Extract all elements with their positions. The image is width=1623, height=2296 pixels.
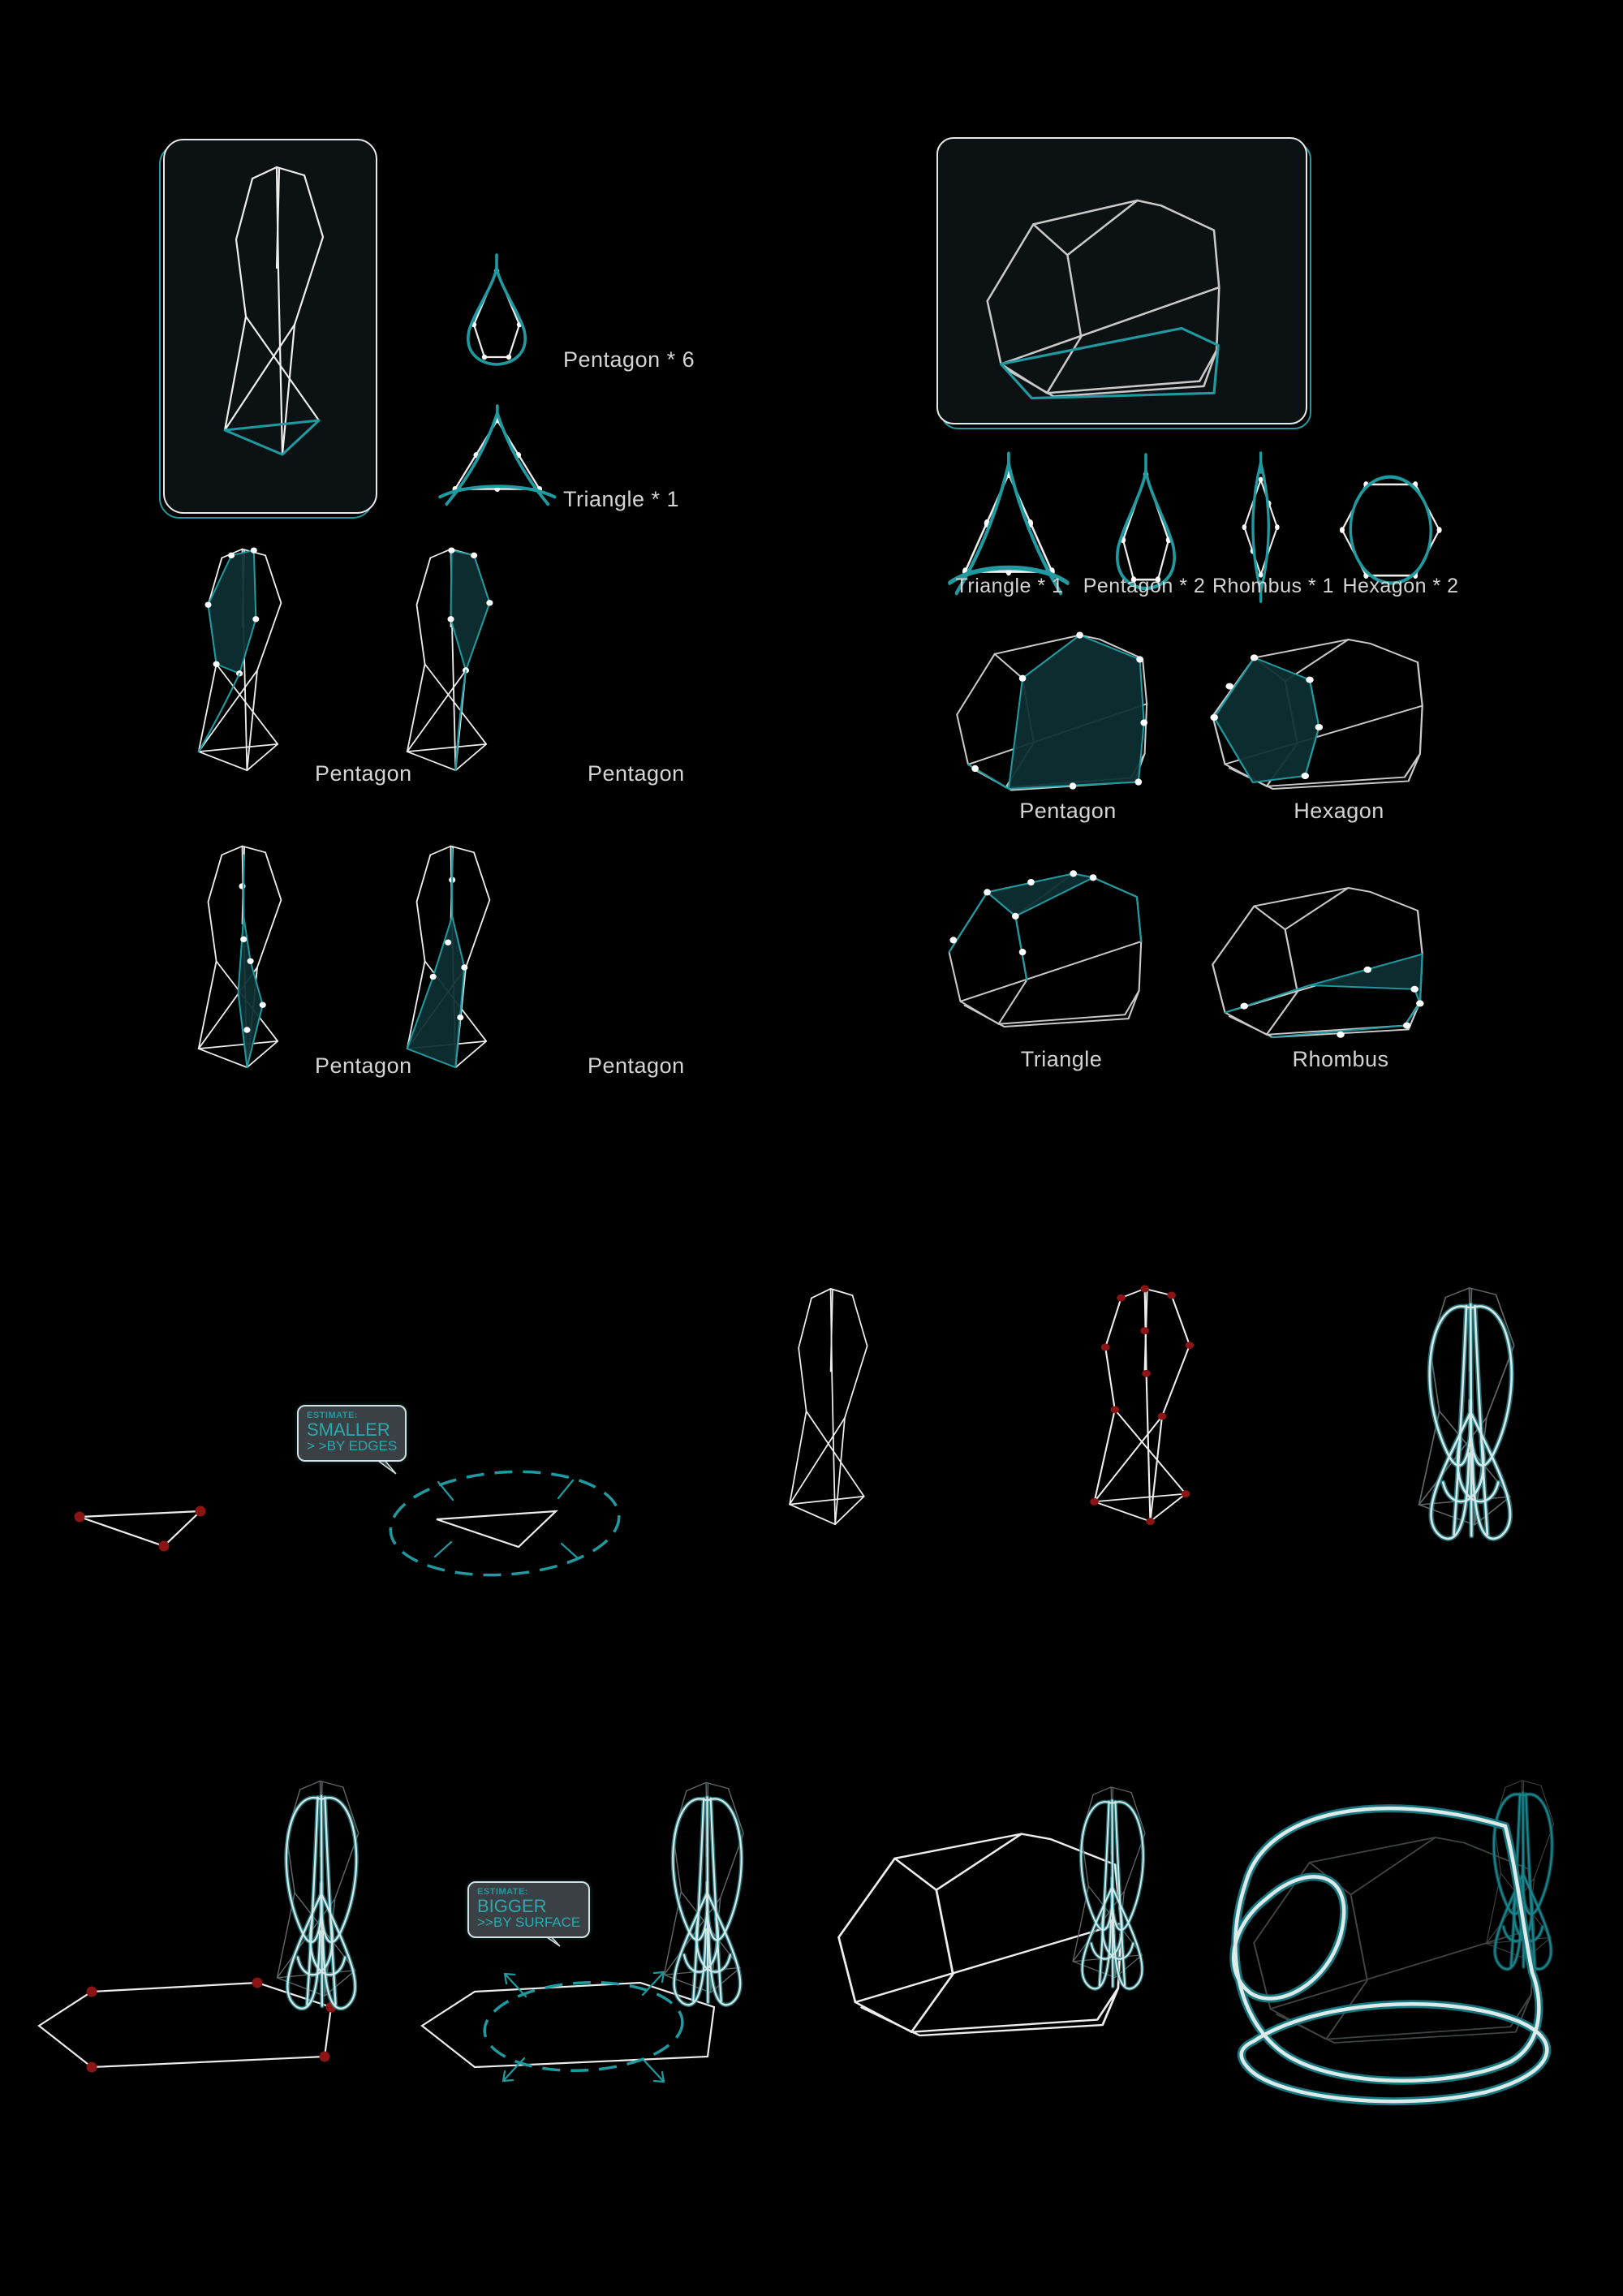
label-tower-face-1: Pentagon [315, 761, 412, 786]
tower-plain [790, 1289, 867, 1524]
label-blob-face-rhombus: Rhombus [1292, 1047, 1389, 1071]
right-frame-panel [937, 138, 1311, 429]
callout-bigger-subtitle: >>BY SURFACE [477, 1915, 581, 1931]
lobed-tower-large [1419, 1288, 1514, 1539]
label-pentagon-count-left: Pentagon * 6 [563, 347, 695, 372]
label-rhombus-count-right: Rhombus * 1 [1212, 575, 1335, 597]
callout-bigger-title: BIGGER [477, 1896, 547, 1916]
tower-highlight-pentagon-3 [199, 846, 282, 1068]
label-hexagon-count-right: Hexagon * 2 [1342, 575, 1459, 597]
label-triangle-count-right: Triangle * 1 [955, 575, 1064, 597]
label-blob-face-hexagon: Hexagon [1294, 799, 1384, 823]
callout-smaller [297, 1405, 407, 1462]
label-pentagon-count-right: Pentagon * 2 [1083, 575, 1206, 597]
tower-red-vertices [1090, 1285, 1194, 1525]
triangle-count-glyph [949, 454, 1068, 593]
label-blob-face-triangle: Triangle [1020, 1047, 1103, 1071]
callout-bigger-kicker: ESTIMATE: [477, 1887, 528, 1897]
tower-highlight-pentagon-2 [407, 547, 493, 770]
plate-composition-red [39, 1781, 359, 2072]
callout-smaller-title: SMALLER [307, 1419, 390, 1440]
label-tower-face-2: Pentagon [588, 761, 685, 786]
label-tower-face-4: Pentagon [588, 1053, 685, 1078]
tower-highlight-pentagon-1 [199, 547, 282, 770]
label-triangle-count-left: Triangle * 1 [563, 487, 680, 511]
label-blob-face-pentagon: Pentagon [1019, 799, 1117, 823]
dashed-ellipse-triangle [387, 1464, 622, 1582]
hexagon-count-glyph [1340, 471, 1442, 590]
blob-highlight-rhombus [1212, 888, 1423, 1038]
blob-highlight-pentagon [957, 631, 1147, 790]
callout-smaller-kicker: ESTIMATE: [307, 1411, 358, 1420]
small-triangle-red-vertices [75, 1506, 206, 1552]
thick-loops [1233, 1808, 1547, 2101]
left-frame-panel [160, 140, 377, 518]
pentagon-teardrop-glyph [468, 255, 525, 364]
callout-smaller-subtitle: > >BY EDGES [307, 1438, 398, 1454]
organic-loop-composition [1233, 1781, 1553, 2101]
pentagon-count-glyph [1117, 454, 1174, 588]
blob-tower-composition [839, 1787, 1145, 2035]
label-tower-face-3: Pentagon [315, 1053, 412, 1078]
blob-highlight-hexagon [1210, 640, 1422, 789]
curved-triangle-glyph [440, 406, 554, 504]
blob-highlight-triangle [949, 870, 1142, 1027]
tower-highlight-pentagon-4 [407, 846, 490, 1068]
callout-bigger [467, 1881, 590, 1938]
